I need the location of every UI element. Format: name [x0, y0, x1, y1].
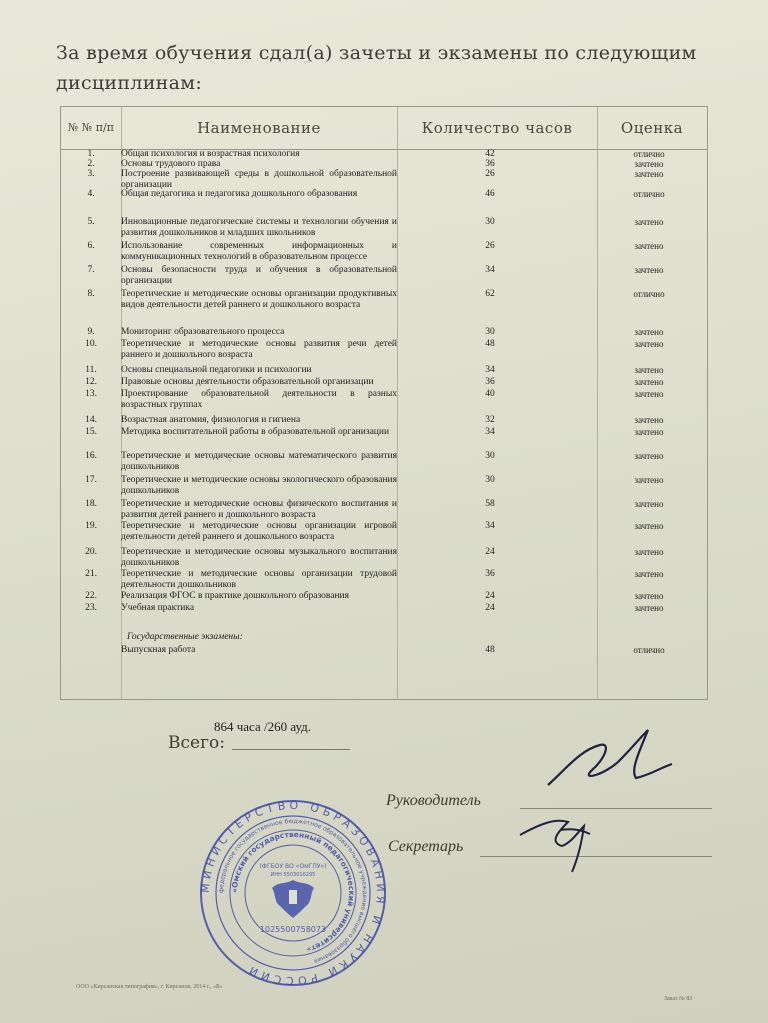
row-hours: 32	[485, 415, 495, 425]
row-grade: отлично	[633, 289, 665, 299]
row-grade: зачтено	[634, 265, 664, 275]
row-number: 6.	[87, 241, 95, 251]
exam-hours: 48	[485, 645, 495, 655]
row-hours: 30	[485, 475, 495, 485]
row-grade: зачтено	[634, 169, 664, 179]
row-grade: зачтено	[634, 499, 664, 509]
row-number: 12.	[85, 377, 97, 387]
row-grade: зачтено	[634, 217, 664, 227]
row-grade: зачтено	[634, 365, 664, 375]
row-number: 18.	[85, 499, 97, 509]
row-hours: 58	[485, 499, 495, 509]
row-grade: зачтено	[634, 241, 664, 251]
seal-ogrn: 1025500758073	[259, 925, 327, 934]
row-number: 3.	[87, 169, 95, 179]
row-name: Методика воспитательной работы в образовательной организации	[121, 427, 390, 437]
row-number: 15.	[85, 427, 97, 437]
row-hours: 62	[485, 289, 495, 299]
row-grade: зачтено	[634, 159, 664, 169]
row-grade: зачтено	[634, 389, 664, 399]
seal-abbr: (ФГБОУ ВО «ОмГПУ»)	[259, 863, 327, 870]
row-name: Общая психология и возрастная психология	[121, 149, 300, 159]
row-grade: зачтено	[634, 339, 664, 349]
row-grade: зачтено	[634, 427, 664, 437]
row-name: Использование современных информационных и коммуникационных технологий в образовательном процессе	[121, 241, 397, 262]
row-name: Основы трудового права	[121, 159, 221, 169]
row-grade: отлично	[633, 149, 665, 159]
row-name: Возрастная анатомия, физиология и гигиена	[121, 415, 301, 425]
row-name: Теоретические и методические основы организации трудовой деятельности дошкольников	[121, 569, 397, 590]
row-hours: 40	[485, 389, 495, 399]
row-hours: 30	[485, 451, 495, 461]
row-grade: зачтено	[634, 547, 664, 557]
secretary-line	[480, 856, 712, 857]
row-number: 10.	[85, 339, 97, 349]
row-name: Основы специальной педагогики и психологии	[121, 365, 312, 375]
header-grade: Оценка	[620, 119, 684, 137]
row-name: Основы безопасности труда и обучения в образовательной организации	[121, 265, 397, 286]
row-number: 23.	[85, 603, 97, 613]
row-number: 9.	[87, 327, 95, 337]
row-hours: 24	[485, 547, 495, 557]
row-number: 21.	[85, 569, 97, 579]
row-name: Теоретические и методические основы музыкального воспитания дошкольников	[121, 547, 397, 568]
total-label: Всего:	[168, 733, 225, 753]
row-grade: зачтено	[634, 377, 664, 387]
disciplines-table	[60, 106, 708, 700]
director-label: Руководитель	[386, 792, 481, 809]
row-name: Учебная практика	[121, 603, 195, 613]
row-name: Реализация ФГОС в практике дошкольного образования	[121, 591, 350, 601]
row-hours: 46	[485, 189, 495, 199]
column-divider	[397, 107, 398, 699]
row-hours: 34	[485, 265, 495, 275]
secretary-label: Секретарь	[388, 838, 464, 855]
row-name: Теоретические и методические основы математического развития дошкольников	[121, 451, 397, 472]
seal-inn: ИНН 5503016295	[270, 872, 316, 878]
header-number: № № п/п	[67, 121, 115, 134]
row-name: Теоретические и методические основы организации продуктивных видов деятельности детей раннего и дошкольного возраста	[121, 289, 397, 310]
row-grade: зачтено	[634, 475, 664, 485]
row-name: Проектирование образовательной деятельности в разных возрастных группах	[121, 389, 397, 410]
printer-footer: ООО «Кирсанская типография», г. Кирсанов, 2014 г., «Б»	[76, 984, 223, 990]
state-exams-title: Государственные экзамены:	[127, 632, 243, 642]
row-hours: 24	[485, 603, 495, 613]
row-number: 1.	[87, 149, 95, 159]
header-name: Наименование	[197, 119, 321, 137]
row-name: Правовые основы деятельности образовательной организации	[121, 377, 374, 387]
row-name: Инновационные педагогические системы и технологии обучения и развития дошкольников и младших школьников	[121, 217, 397, 238]
header-hours: Количество часов	[421, 119, 573, 137]
row-hours: 34	[485, 427, 495, 437]
row-grade: зачтено	[634, 521, 664, 531]
row-grade: зачтено	[634, 569, 664, 579]
row-hours: 34	[485, 521, 495, 531]
exam-grade: отлично	[633, 645, 665, 655]
eagle-emblem-icon	[272, 880, 314, 918]
row-number: 8.	[87, 289, 95, 299]
total-value: 864 часа /260 ауд.	[214, 719, 312, 734]
row-number: 2.	[87, 159, 95, 169]
row-number: 7.	[87, 265, 95, 275]
row-name: Общая педагогика и педагогика дошкольного образования	[121, 189, 358, 199]
row-name: Теоретические и методические основы организации игровой деятельности детей раннего и дошкольного возраста	[121, 521, 397, 542]
row-name: Мониторинг образовательного процесса	[121, 327, 285, 337]
row-grade: зачтено	[634, 591, 664, 601]
row-hours: 26	[485, 241, 495, 251]
row-number: 5.	[87, 217, 95, 227]
row-number: 17.	[85, 475, 97, 485]
row-name: Теоретические и методические основы развития речи детей раннего и дошкольного возраста	[121, 339, 397, 360]
row-number: 4.	[87, 189, 95, 199]
row-hours: 48	[485, 339, 495, 349]
row-hours: 24	[485, 591, 495, 601]
order-number: Заказ № 83	[664, 996, 693, 1002]
row-hours: 30	[485, 327, 495, 337]
row-number: 13.	[85, 389, 97, 399]
row-hours: 26	[485, 169, 495, 179]
row-number: 20.	[85, 547, 97, 557]
row-hours: 34	[485, 365, 495, 375]
row-grade: отлично	[633, 189, 665, 199]
column-divider	[597, 107, 598, 699]
row-number: 14.	[85, 415, 97, 425]
seal-outer-text: МИНИСТЕРСТВО ОБРАЗОВАНИЯ И НАУКИ РОССИИ	[198, 798, 388, 988]
row-grade: зачтено	[634, 603, 664, 613]
row-number: 22.	[85, 591, 97, 601]
page-heading: За время обучения сдал(а) зачеты и экзамены по следующим дисциплинам:	[56, 42, 697, 94]
row-hours: 30	[485, 217, 495, 227]
row-number: 19.	[85, 521, 97, 531]
director-line	[520, 808, 712, 809]
seal-inner-text: «Омский государственный педагогический университет»	[229, 829, 357, 955]
exam-name: Выпускная работа	[121, 645, 196, 655]
seal-middle-text: федеральное государственное бюджетное образовательное учреждение высшего образования	[217, 817, 369, 965]
row-hours: 36	[485, 377, 495, 387]
row-name: Теоретические и методические основы физического воспитания и развития детей раннего и дошкольного возраста	[121, 499, 397, 520]
row-number: 11.	[85, 365, 97, 375]
row-hours: 42	[485, 149, 495, 159]
row-name: Построение развивающей среды в дошкольной образовательной организации	[121, 169, 397, 190]
row-number: 16.	[85, 451, 97, 461]
row-grade: зачтено	[634, 451, 664, 461]
row-grade: зачтено	[634, 327, 664, 337]
total-underline	[232, 749, 350, 750]
official-seal	[198, 798, 388, 988]
row-hours: 36	[485, 159, 495, 169]
row-name: Теоретические и методические основы экологического образования дошкольников	[121, 475, 397, 496]
row-hours: 36	[485, 569, 495, 579]
row-grade: зачтено	[634, 415, 664, 425]
